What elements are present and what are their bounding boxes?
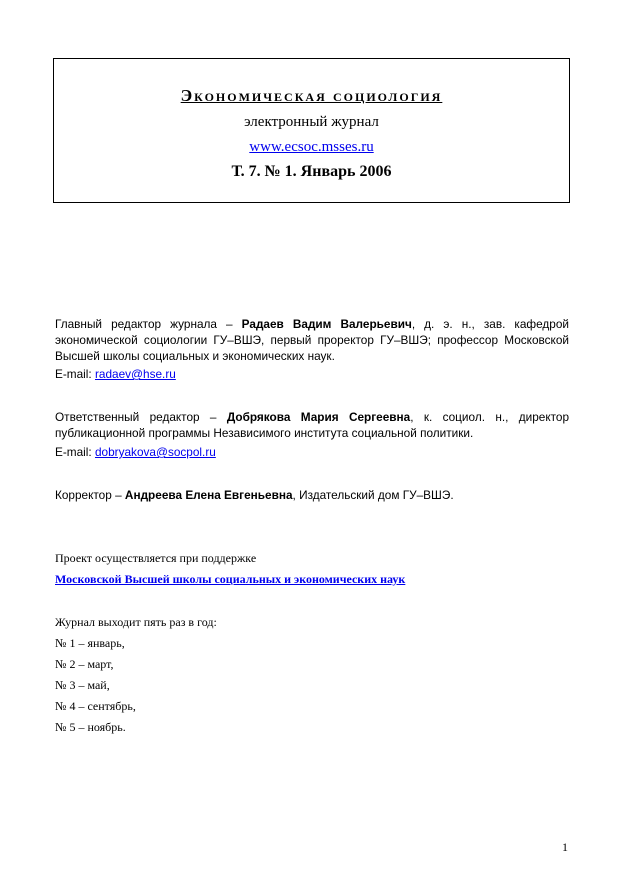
support-text: Проект осуществляется при поддержке — [55, 551, 257, 565]
journal-title: Экономическая социология — [180, 86, 443, 105]
schedule-item: № 3 – май, — [55, 678, 110, 692]
managing-editor-name: Добрякова Мария Сергеевна — [226, 410, 411, 424]
managing-editor-prefix: Ответственный редактор – — [55, 410, 227, 424]
editor-in-chief-name: Радаев Вадим Валерьевич — [241, 317, 412, 331]
schedule-intro: Журнал выходит пять раз в год: — [55, 615, 217, 629]
schedule-item: № 5 – ноябрь. — [55, 720, 126, 734]
proofreader-paragraph — [55, 487, 569, 503]
managing-editor-email-line — [55, 445, 216, 459]
schedule-item: № 1 – январь, — [55, 636, 125, 650]
email-label: E-mail: — [55, 367, 95, 381]
journal-url-link[interactable]: www.ecsoc.msses.ru — [249, 139, 374, 155]
proofreader-name: Андреева Елена Евгеньевна — [124, 488, 293, 502]
editor-in-chief-paragraph — [55, 316, 569, 364]
schedule-item: № 2 – март, — [55, 657, 114, 671]
managing-editor-email-link[interactable]: dobryakova@socpol.ru — [94, 445, 216, 459]
journal-header-box — [53, 58, 570, 203]
email-label: E-mail: — [55, 445, 95, 459]
editor-in-chief-details: , д. э. н., зав. кафедрой экономической социологии ГУ–ВШЭ, первый проректор ГУ–ВШЭ; профессор Московской Высшей школы социальных и экономических наук. — [55, 317, 570, 363]
editor-in-chief-prefix: Главный редактор журнала – — [55, 317, 242, 331]
journal-subtitle: электронный журнал — [244, 114, 379, 130]
editor-in-chief-email-link[interactable]: radaev@hse.ru — [94, 367, 176, 381]
managing-editor-paragraph — [55, 409, 569, 441]
proofreader-prefix: Корректор – — [55, 488, 125, 502]
editor-in-chief-email-line — [55, 367, 176, 381]
managing-editor-details: , к. социол. н., директор публикационной программы Независимого института социальной политики. — [55, 410, 570, 440]
journal-issue: Т. 7. № 1. Январь 2006 — [231, 163, 392, 180]
page-number: 1 — [562, 840, 568, 854]
schedule-item: № 4 – сентябрь, — [55, 699, 136, 713]
proofreader-details: , Издательский дом ГУ–ВШЭ. — [292, 488, 454, 502]
support-link[interactable]: Московской Высшей школы социальных и экономических наук — [55, 572, 406, 586]
